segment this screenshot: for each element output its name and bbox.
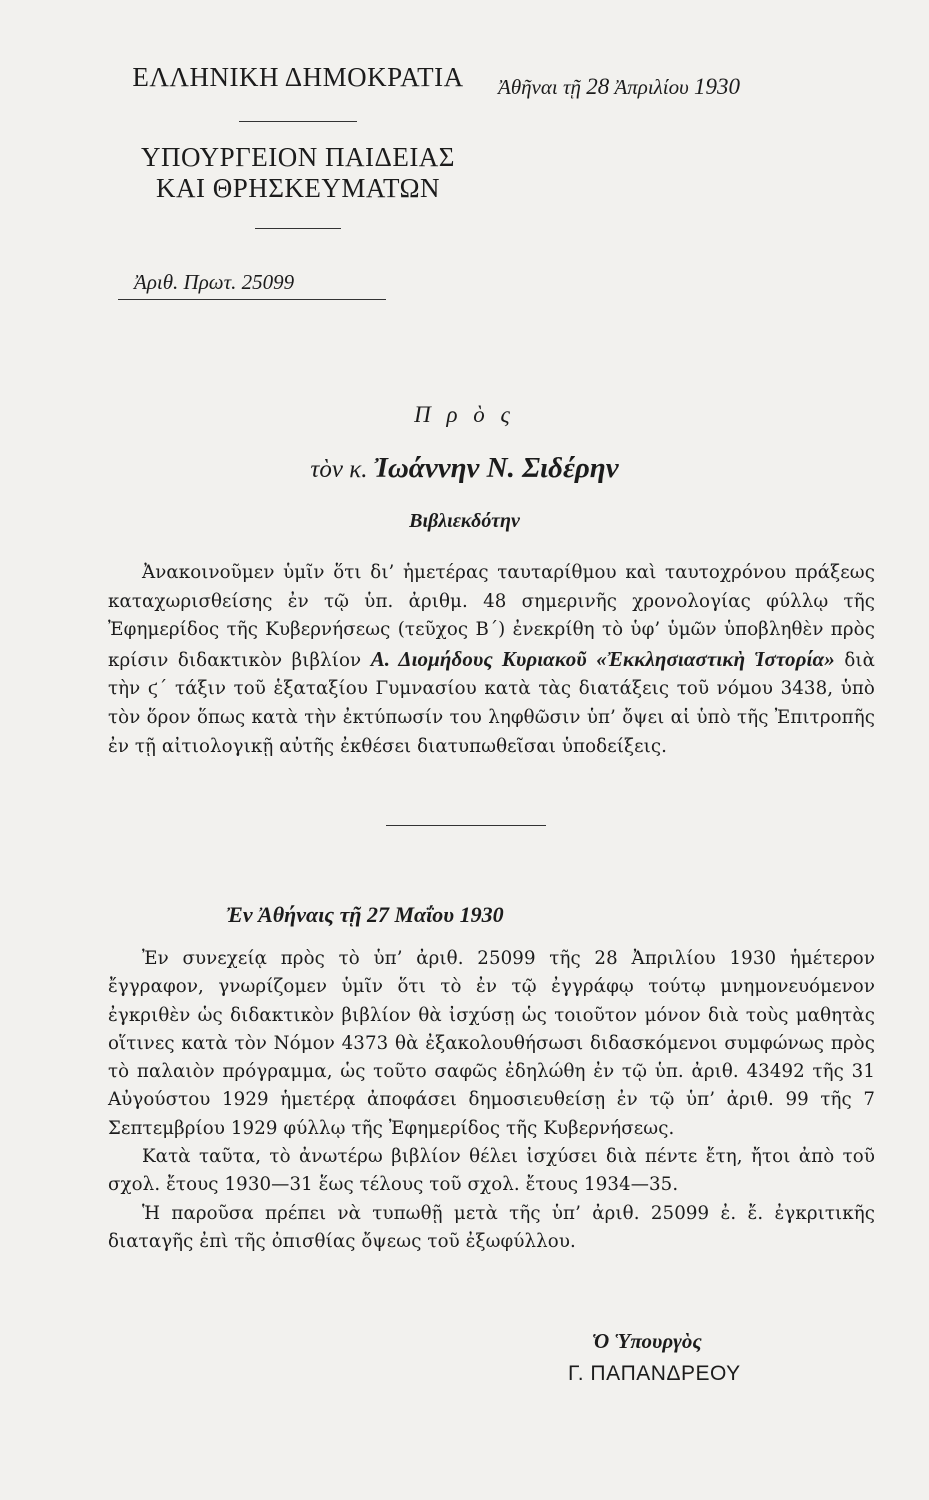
book-title: «Ἐκκλησιαστικὴ Ἱστορία» bbox=[596, 646, 835, 671]
letterhead bbox=[108, 62, 488, 229]
approval-text-start: Ἀνακοινοῦμεν ὑμῖν ὅτι δι’ ἡμετέρας ταυταρίθμου καὶ ταυτοχρόνου πράξεως καταχωρισθείσης ἐν τῷ ὑπ. ἀριθμ. 48 σημερινῆς χρονολογίας φύλλῳ τῆς Ἐφημερίδος τῆς Κυβερνήσεως (τεῦχος Β΄) ἐνεκρίθη τὸ ὑφ’ ὑμῶν ὑποβληθὲν πρὸς κρίσιν διδακτικὸν βιβλίον bbox=[108, 562, 875, 671]
date-prefix: Ἀθῆναι τῇ bbox=[498, 75, 581, 99]
paragraph: Κατὰ ταῦτα, τὸ ἀνωτέρω βιβλίον θέλει ἰσχύσει διὰ πέντε ἔτη, ἤτοι ἀπὸ τοῦ σχολ. ἔτους 1930—31 ἕως τέλους τοῦ σχολ. ἔτους 1934—35. bbox=[108, 1146, 875, 1196]
protocol-number bbox=[118, 270, 386, 300]
recipient-role: Βιβλιεκδότην bbox=[409, 510, 520, 532]
approval-paragraph bbox=[108, 559, 875, 761]
signature-name: Γ. ΠΑΠΑΝΔΡΕΟΥ bbox=[568, 1362, 741, 1385]
approval-letter-body bbox=[108, 559, 875, 761]
date-year: 1930 bbox=[694, 74, 741, 99]
book-author: Α. Διομήδους Κυριακοῦ bbox=[370, 646, 587, 671]
recipient-prefix: τὸν κ. bbox=[310, 456, 368, 483]
date-month: Ἀπριλίου bbox=[614, 75, 689, 99]
state-name: ΕΛΛΗΝΙΚΗ ΔΗΜΟΚΡΑΤΙΑ bbox=[132, 62, 464, 92]
protocol-label: Ἀριθ. Πρωτ. bbox=[134, 270, 237, 294]
section-divider bbox=[386, 825, 546, 826]
recipient bbox=[0, 452, 929, 485]
approval-text-end: διὰ τὴν ϛ΄ τάξιν τοῦ ἑξαταξίου Γυμνασίου κατὰ τὰς διατάξεις τοῦ νόμου 3438, ὑπὸ τὸν ὅρον ὅπως κατὰ τὴν ἐκτύπωσίν του ληφθῶσιν ὑπ’ ὄψει αἱ ὑπὸ τῆς Ἐπιτροπῆς ἐν τῇ αἰτιολογικῇ αὐτῆς ἐκθέσει διατυπωθεῖσαι ὑποδείξεις. bbox=[108, 649, 875, 757]
date-day: 28 bbox=[586, 74, 610, 99]
letter-date bbox=[498, 74, 740, 100]
second-letter-body bbox=[108, 945, 875, 1256]
signature-title: Ὁ Ὑπουργὸς bbox=[592, 1329, 702, 1353]
paragraph: Ἐν συνεχείᾳ πρὸς τὸ ὑπ’ ἀριθ. 25099 τῆς 28 Ἀπριλίου 1930 ἡμέτερον ἔγγραφον, γνωρίζομεν ὑμῖν ὅτι τὸ ἐν τῷ ἐγγράφῳ τούτῳ μνημονευόμενον ἐγκριθὲν ὡς διδακτικὸν βιβλίον θὰ ἰσχύσῃ ὡς τοιοῦτον μόνον διὰ τοὺς μαθητὰς οἵτινες κατὰ τὸν Νόμον 4373 θὰ ἐξακολουθήσωσι διδασκόμενοι συμφώνως πρὸς τὸ παλαιὸν πρόγραμμα, ὡς τοῦτο σαφῶς ἐδηλώθη ἐν τῷ ὑπ. ἀριθ. 43492 τῆς 31 Αὐγούστου 1929 ἡμετέρᾳ ἀποφάσει δημοσιευθείσῃ ἐν τῷ ὑπ’ ἀριθ. 99 τῆς 7 Σεπτεμβρίου 1929 φύλλῳ τῆς Ἐφημερίδος τῆς Κυβερνήσεως. bbox=[108, 948, 875, 1139]
recipient-name: Ἰωάννην Ν. Σιδέρην bbox=[373, 452, 619, 484]
ministry-line-2: ΚΑΙ ΘΡΗΣΚΕΥΜΑΤΩΝ bbox=[155, 173, 441, 203]
protocol-value: 25099 bbox=[241, 270, 295, 294]
second-letter-date: Ἐν Ἀθήναις τῇ 27 Μαΐου 1930 bbox=[226, 902, 504, 927]
ministry-name bbox=[108, 142, 488, 204]
ministry-line-1: ΥΠΟΥΡΓΕΙΟΝ ΠΑΙΔΕΙΑΣ bbox=[140, 142, 456, 172]
letterhead-divider bbox=[239, 121, 357, 122]
letterhead-divider bbox=[255, 228, 341, 229]
paragraph: Ἡ παροῦσα πρέπει νὰ τυπωθῇ μετὰ τῆς ὑπ’ ἀριθ. 25099 ἐ. ἔ. ἐγκριτικῆς διαταγῆς ἐπὶ τῆς ὀπισθίας ὄψεως τοῦ ἐξωφύλλου. bbox=[108, 1202, 875, 1252]
address-to: Π ρ ὸ ς bbox=[414, 402, 515, 427]
